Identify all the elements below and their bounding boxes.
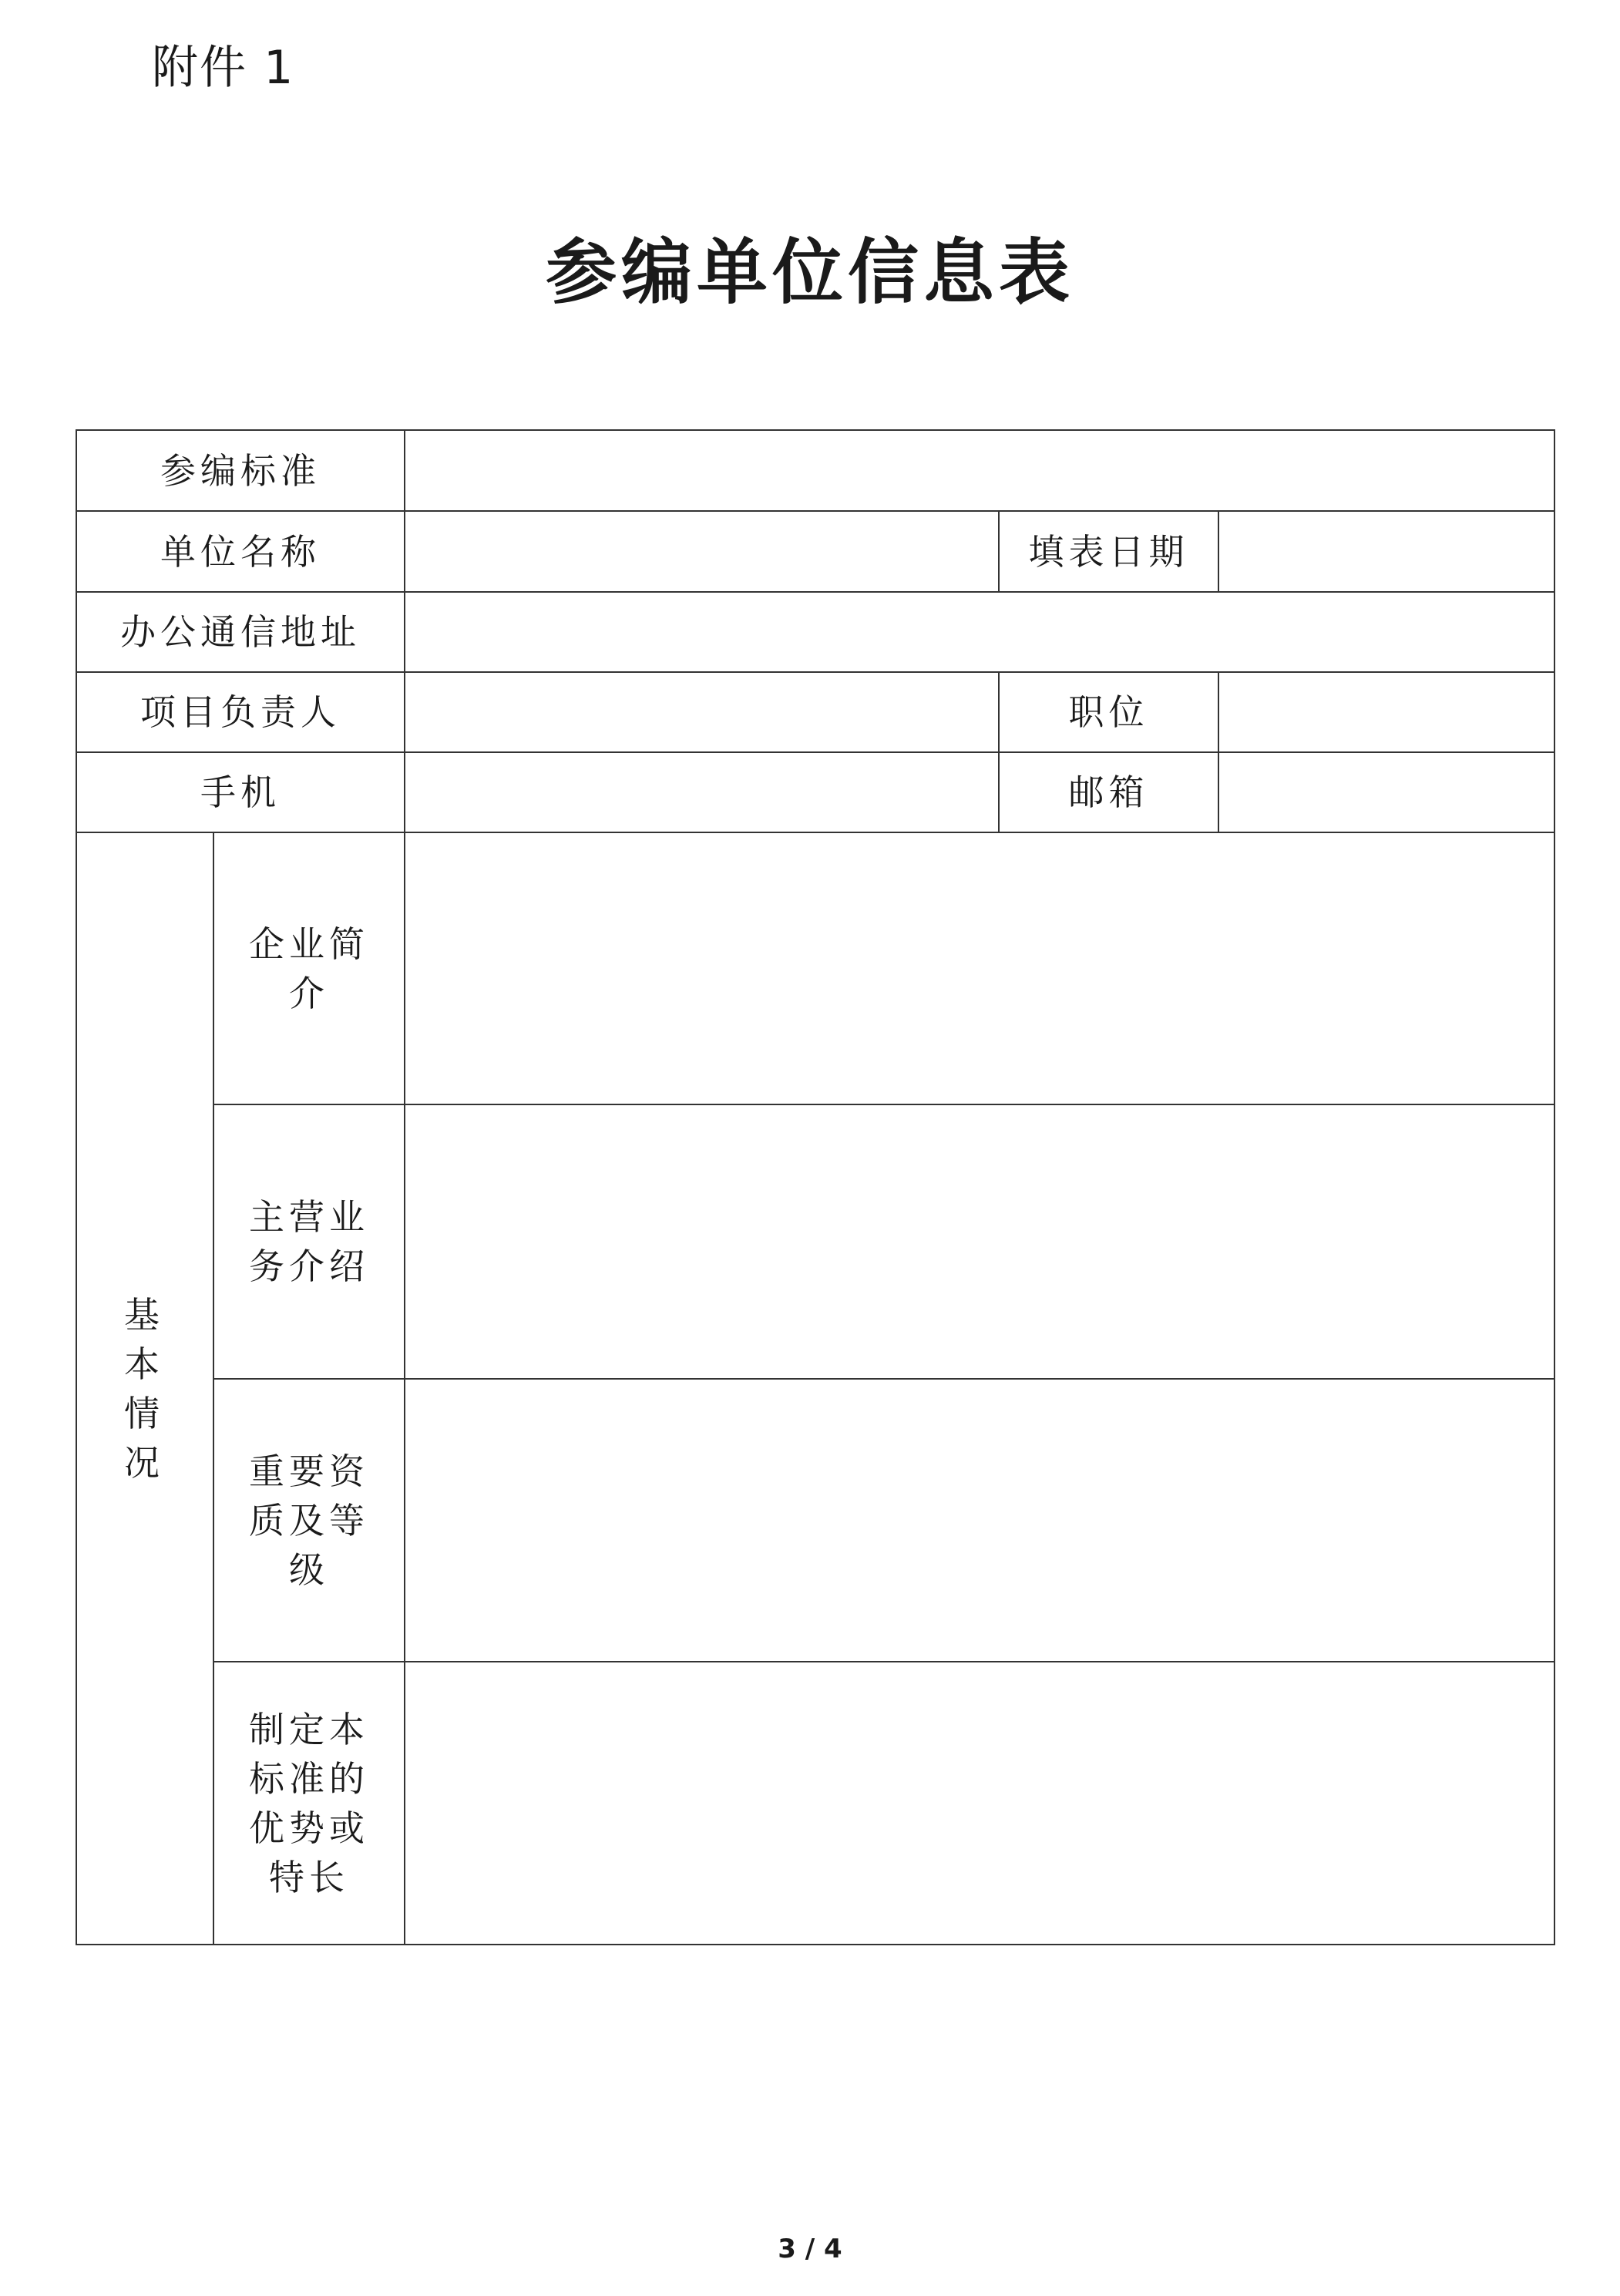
unit-name-label: 单位名称 — [76, 511, 405, 592]
basic-info-text: 基本情况 — [124, 1293, 166, 1484]
main-business-label — [213, 1104, 405, 1379]
email-label: 邮箱 — [999, 752, 1218, 832]
row-standard — [76, 430, 1554, 511]
email-field[interactable] — [1218, 752, 1554, 832]
mobile-label: 手机 — [76, 752, 405, 832]
unit-info-form — [76, 429, 1555, 1945]
row-project-leader — [76, 672, 1554, 752]
position-label: 职位 — [999, 672, 1218, 752]
qualifications-label — [213, 1379, 405, 1662]
basic-info-label — [76, 832, 213, 1945]
advantages-text: 制定本标准的优势或特长 — [249, 1708, 369, 1898]
address-field[interactable] — [405, 592, 1554, 672]
project-leader-label: 项目负责人 — [76, 672, 405, 752]
standard-label: 参编标准 — [76, 430, 405, 511]
row-company-intro — [76, 832, 1554, 1104]
qualifications-text: 重要资质及等级 — [249, 1450, 369, 1591]
company-intro-field[interactable] — [405, 832, 1554, 1104]
position-field[interactable] — [1218, 672, 1554, 752]
page-title: 参编单位信息表 — [545, 230, 1074, 314]
row-unit-name — [76, 511, 1554, 592]
row-mobile — [76, 752, 1554, 832]
mobile-field[interactable] — [405, 752, 999, 832]
fill-date-label: 填表日期 — [999, 511, 1218, 592]
fill-date-field[interactable] — [1218, 511, 1554, 592]
advantages-field[interactable] — [405, 1662, 1554, 1945]
company-intro-label — [213, 832, 405, 1104]
company-intro-text: 企业简介 — [249, 923, 369, 1014]
address-label: 办公通信地址 — [76, 592, 405, 672]
main-business-text: 主营业务介绍 — [249, 1196, 369, 1287]
advantages-label — [213, 1662, 405, 1945]
row-qualifications — [76, 1379, 1554, 1662]
attachment-label: 附件 1 — [152, 41, 295, 95]
page-number: 3 / 4 — [778, 2234, 842, 2264]
row-main-business — [76, 1104, 1554, 1379]
row-address — [76, 592, 1554, 672]
main-business-field[interactable] — [405, 1104, 1554, 1379]
qualifications-field[interactable] — [405, 1379, 1554, 1662]
row-advantages — [76, 1662, 1554, 1945]
project-leader-field[interactable] — [405, 672, 999, 752]
standard-field[interactable] — [405, 430, 1554, 511]
unit-name-field[interactable] — [405, 511, 999, 592]
